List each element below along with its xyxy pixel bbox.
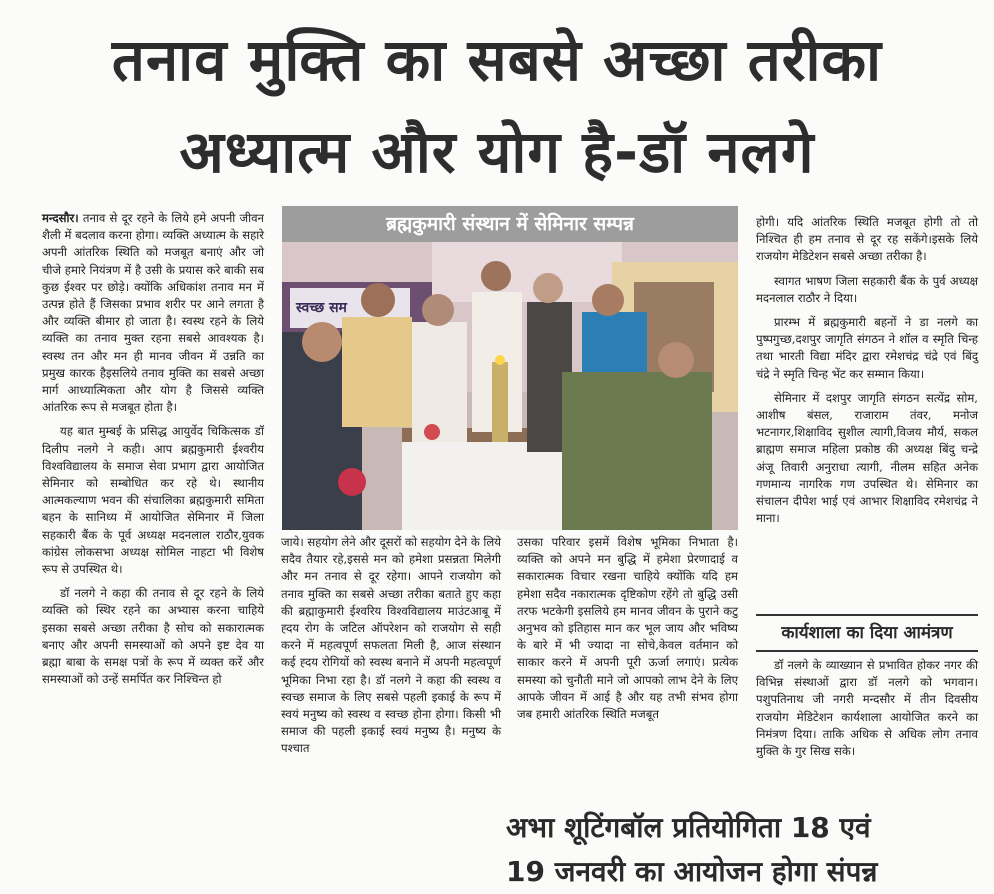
subheading: कार्यशाला का दिया आमंत्रण — [756, 614, 978, 652]
article-column-3 — [517, 534, 738, 798]
article-column-4-continued — [756, 657, 978, 797]
person — [562, 372, 712, 530]
photo-caption: ब्रह्मकुमारी संस्थान में सेमिनार सम्पन्न — [282, 206, 738, 242]
person — [412, 322, 467, 442]
article-column-1 — [42, 210, 264, 866]
headline-line: 19 जनवरी का आयोजन होगा संपन्न — [506, 855, 878, 888]
person — [342, 317, 412, 427]
lamp — [492, 362, 508, 442]
paragraph: जाये। सहयोग लेने और दूसरों को सहयोग देने के लिये सदैव तैयार रहे,इससे मन को हमेशा प्रसन्नता मिलेगी और मन तनाव से दूर रहेगा। आपने राजयोग को तनाव मुक्ति का सबसे अच्छा तरीका बताते हुए कहा की ब्रह्माकुमारी ईश्वरिय विश्वविद्यालय माउंटआबू में ह्दय रोग के जटिल ऑपरेशन को राजयोग से सही करने में महत्वपूर्ण सफलता मिली है, आज संस्थान कई ह्दय रोगियों को स्वस्थ बनाने में अपनी महत्वपूर्ण भूमिका निभा रहा है। डॉ नलगे ने कहा की स्वस्थ व स्वच्छ समाज के लिए सबसे पहली इकाई के रूप में स्वयं मनुष्य को स्वस्थ व स्वच्छ होना होगा। किसी भी समाज की पहली इकाई स्वयं मनुष्य है। मनुष्य के पश्चात — [281, 535, 502, 756]
paragraph: प्रारम्भ में ब्रह्मकुमारी बहनों ने डा नलगे का पुष्पगुच्छ,दशपुर जागृति संगठन ने शॉल व स्मृति चिन्ह तथा भारती विद्या मंदिर द्वारा रमेशचंद्र चंद्रे एवं बिंदु चंद्रे ने स्मृति चिन्ह भेंट कर सम्मान किया। — [756, 315, 978, 381]
headline-line: अभा शूटिंगबॉल प्रतियोगिता 18 एवं — [506, 811, 871, 844]
paragraph: सेमिनार में दशपुर जागृति संगठन सत्येंद्र सोम, आशीष बंसल, राजाराम तंवर, मनोज भटनागर,शिक्षाविद सुशील त्यागी,विजय मौर्य, सकल ब्राह्मण समाज महिला प्रकोष्ठ की अध्यक्ष बिंदु चन्द्रे अंजू तिवारी अनुराधा त्यागी, नीलम सहित अनेक गणमान्य नागरिक गण उपस्थित थे। सेमिनार का संचालन दीपेश भाई एवं आभार शिक्षाविद रमेशचंद्र ने माना। — [756, 390, 978, 526]
headline-line-2: अध्यात्म और योग है-डॉ नलगे — [179, 118, 815, 186]
paragraph: डॉ नलगे ने कहा की तनाव से दूर रहने के लिये व्यक्ति को स्थिर रहने का अभ्यास करना चाहिये इसका सबसे अच्छा तरीका है सोच को सकारात्मक बनाए और अपनी समस्याओं को अपने इष्ट देव या ब्रह्मा बाबा के समक्ष पत्रों के रूप में व्यक्त करें और समस्याओं को उन्हें समर्पित कर निश्चिन्त हो — [42, 586, 264, 687]
article-column-4 — [756, 214, 978, 612]
paragraph: स्वागत भाषण जिला सहकारी बैंक के पुर्व अध्यक्ष मदनलाल राठौर ने दिया। — [756, 273, 978, 305]
flowers — [338, 468, 366, 496]
paragraph — [42, 210, 264, 416]
paragraph: होगी। यदि आंतरिक स्थिति मजबूत होगी तो तो निश्चित ही हम तनाव से दूर रह सकेंगे।इसके लिये राजयोग मेडिटेशन सबसे अच्छा तरीका है। — [756, 215, 978, 264]
next-article-headline — [506, 806, 994, 888]
banner-text: स्वच्छ सम — [296, 300, 347, 316]
headline-line-1: तनाव मुक्ति का सबसे अच्छा तरीका — [111, 26, 883, 94]
dateline: मन्दसौर। — [42, 211, 79, 225]
event-photo — [282, 242, 738, 530]
paragraph: उसका परिवार इसमें विशेष भूमिका निभाता है। व्यक्ति को अपने मन बुद्धि में हमेशा प्रेरणादाई व सकारात्मक विचार रखना चाहिये क्योंकि यदि हम हमेशा सदैव नकारात्मक दृष्टिकोण रहेंगे तो बुद्धि उसी तरफ भटकेगी इसलिये हम मानव जीवन के पुराने कटु अनुभव को इतिहास मान कर भूल जाय और भविष्य के बारे में भी ज्यादा ना सोचे,केवल वर्तमान को साकार करने में अपनी पूरी ऊर्जा लगाएं। प्रत्येक समस्या को चुनौती माने जो आपको लाभ देने के लिए आपके जीवन में आई है और यह तभी संभव होगा जब हमारी आंतरिक स्थिति मजबूत — [517, 535, 738, 722]
paragraph: डॉ नलगे के व्याख्यान से प्रभावित होकर नगर की विभिन्न संस्थाओं द्वारा डॉ नलगे को भगवान। पशुपतिनाथ जी नगरी मन्दसौर में तीन दिवसीय राजयोग मेडिटेशन कार्यशाला आयोजित करने का निमंत्रण दिया। ताकि अधिक से अधिक लोग तनाव मुक्ति के गुर सिख सके। — [756, 658, 978, 759]
paragraph-text: तनाव से दूर रहने के लिये हमे अपनी जीवन शैली में बदलाव करना होगा। व्यक्ति अध्यात्म के सहारे अपनी आंतरिक स्थिति को मजबूत बनाएं और जो चीजे हमारे नियंत्रण में है उसी के प्रयास करे बाकी सब कुछ ईश्वर पर छोड़े। क्योंकि अधिकांश तनाव मन में उत्पन्न होते हैं जिसका प्रभाव शरीर पर आने लगता है और व्यक्ति बीमार हो जाता है। स्वस्थ रहने के लिये व्यक्ति का तनाव मुक्त रहना सबसे आवश्यक है। स्वस्थ तन और मन ही मानव जीवन में उन्नति का प्रमुख कारक हैइसलिये तनाव मुक्ति का सबसे अच्छा मार्ग आध्यात्मिकता और योग है जिससे व्यक्ति आंतरिक रूप से मजबूत होता है। — [42, 211, 264, 415]
paragraph: यह बात मुम्बई के प्रसिद्ध आयुर्वेद चिकित्सक डॉ दिलीप नलगे ने कही। आप ब्रह्मकुमारी ईश्वरीय विश्वविद्यालय के समाज सेवा प्रभाग द्वारा आयोजित सेमिनार को सम्बोधित कर रहे थे। स्थानीय आत्मकल्याण भवन की संचालिका ब्रह्मकुमारी समिता बहन के सानिध्य में आयोजित सेमिनार में जिला सहकारी बैंक के पूर्व अध्यक्ष मदनलाल राठौर,युवक कांग्रेस लोकसभा अध्यक्ष सोमिल नाहटा भी विशेष रूप से उपस्थित थे। — [42, 424, 264, 577]
article-column-2 — [281, 534, 501, 866]
